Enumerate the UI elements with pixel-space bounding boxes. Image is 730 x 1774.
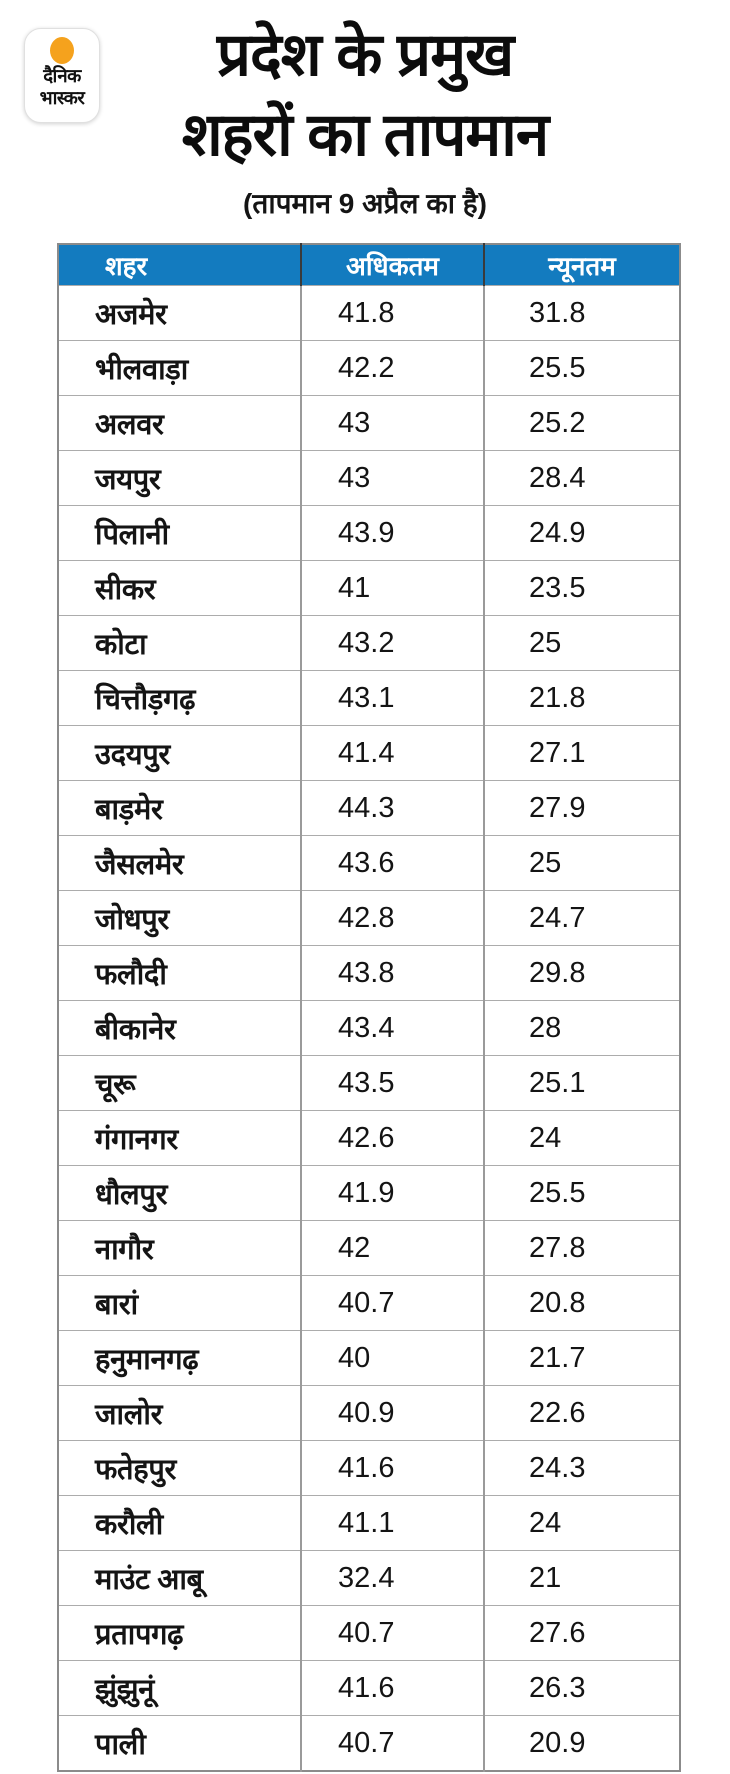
max-temp-cell: 44.3 bbox=[301, 781, 484, 836]
city-cell: धौलपुर bbox=[58, 1166, 301, 1221]
table-row bbox=[58, 1166, 680, 1221]
city-cell: हनुमानगढ़ bbox=[58, 1331, 301, 1386]
table-row bbox=[58, 1386, 680, 1441]
table-row bbox=[58, 396, 680, 451]
min-temp-cell: 25.5 bbox=[484, 1166, 680, 1221]
table-row bbox=[58, 341, 680, 396]
city-cell: चूरू bbox=[58, 1056, 301, 1111]
table-row bbox=[58, 1111, 680, 1166]
min-temp-cell: 25.1 bbox=[484, 1056, 680, 1111]
city-cell: नागौर bbox=[58, 1221, 301, 1276]
min-temp-cell: 20.9 bbox=[484, 1716, 680, 1772]
table-row bbox=[58, 1001, 680, 1056]
city-cell: जयपुर bbox=[58, 451, 301, 506]
page-title-line1: प्रदेश के प्रमुख bbox=[216, 21, 514, 88]
city-cell: पाली bbox=[58, 1716, 301, 1772]
city-cell: माउंट आबू bbox=[58, 1551, 301, 1606]
min-temp-cell: 27.6 bbox=[484, 1606, 680, 1661]
max-temp-cell: 40.7 bbox=[301, 1276, 484, 1331]
city-cell: उदयपुर bbox=[58, 726, 301, 781]
max-temp-cell: 43.1 bbox=[301, 671, 484, 726]
table-row bbox=[58, 1276, 680, 1331]
max-temp-cell: 41.1 bbox=[301, 1496, 484, 1551]
max-temp-cell: 43.6 bbox=[301, 836, 484, 891]
table-row bbox=[58, 726, 680, 781]
column-header-city: शहर bbox=[58, 244, 301, 286]
table-row bbox=[58, 1496, 680, 1551]
page-title-line2: शहरों का तापमान bbox=[181, 101, 549, 168]
max-temp-cell: 43.9 bbox=[301, 506, 484, 561]
table-row bbox=[58, 781, 680, 836]
min-temp-cell: 31.8 bbox=[484, 286, 680, 341]
max-temp-cell: 43.8 bbox=[301, 946, 484, 1001]
city-cell: झुंझुनूं bbox=[58, 1661, 301, 1716]
max-temp-cell: 40.9 bbox=[301, 1386, 484, 1441]
logo-text-line2: भास्कर bbox=[39, 87, 85, 108]
table-row bbox=[58, 451, 680, 506]
max-temp-cell: 43 bbox=[301, 396, 484, 451]
table-row bbox=[58, 946, 680, 1001]
city-cell: जोधपुर bbox=[58, 891, 301, 946]
max-temp-cell: 42.6 bbox=[301, 1111, 484, 1166]
table-body bbox=[58, 286, 680, 1772]
city-cell: फतेहपुर bbox=[58, 1441, 301, 1496]
logo-text-line1: दैनिक bbox=[43, 65, 81, 86]
city-cell: बाड़मेर bbox=[58, 781, 301, 836]
city-cell: जालोर bbox=[58, 1386, 301, 1441]
city-cell: बारां bbox=[58, 1276, 301, 1331]
max-temp-cell: 41.4 bbox=[301, 726, 484, 781]
table-header bbox=[58, 244, 680, 286]
min-temp-cell: 25 bbox=[484, 616, 680, 671]
table-row bbox=[58, 616, 680, 671]
min-temp-cell: 27.9 bbox=[484, 781, 680, 836]
min-temp-cell: 24.9 bbox=[484, 506, 680, 561]
city-cell: चित्तौड़गढ़ bbox=[58, 671, 301, 726]
header-row bbox=[58, 244, 680, 286]
max-temp-cell: 42 bbox=[301, 1221, 484, 1276]
max-temp-cell: 41.6 bbox=[301, 1441, 484, 1496]
max-temp-cell: 41.9 bbox=[301, 1166, 484, 1221]
table-row bbox=[58, 1661, 680, 1716]
max-temp-cell: 43.2 bbox=[301, 616, 484, 671]
max-temp-cell: 41.6 bbox=[301, 1661, 484, 1716]
table-row bbox=[58, 1331, 680, 1386]
min-temp-cell: 23.5 bbox=[484, 561, 680, 616]
table-row bbox=[58, 1441, 680, 1496]
city-cell: अलवर bbox=[58, 396, 301, 451]
column-header-min: न्यूनतम bbox=[484, 244, 680, 286]
max-temp-cell: 32.4 bbox=[301, 1551, 484, 1606]
city-cell: फलौदी bbox=[58, 946, 301, 1001]
max-temp-cell: 43.4 bbox=[301, 1001, 484, 1056]
city-cell: गंगानगर bbox=[58, 1111, 301, 1166]
city-cell: कोटा bbox=[58, 616, 301, 671]
table-row bbox=[58, 1716, 680, 1772]
min-temp-cell: 24.3 bbox=[484, 1441, 680, 1496]
min-temp-cell: 21 bbox=[484, 1551, 680, 1606]
table-row bbox=[58, 891, 680, 946]
min-temp-cell: 28 bbox=[484, 1001, 680, 1056]
city-cell: अजमेर bbox=[58, 286, 301, 341]
city-cell: प्रतापगढ़ bbox=[58, 1606, 301, 1661]
min-temp-cell: 21.8 bbox=[484, 671, 680, 726]
min-temp-cell: 24 bbox=[484, 1496, 680, 1551]
min-temp-cell: 25.2 bbox=[484, 396, 680, 451]
temperature-table bbox=[57, 243, 681, 1772]
city-cell: भीलवाड़ा bbox=[58, 341, 301, 396]
city-cell: जैसलमेर bbox=[58, 836, 301, 891]
min-temp-cell: 25.5 bbox=[484, 341, 680, 396]
column-header-max: अधिकतम bbox=[301, 244, 484, 286]
page-title bbox=[0, 15, 730, 175]
city-cell: बीकानेर bbox=[58, 1001, 301, 1056]
min-temp-cell: 20.8 bbox=[484, 1276, 680, 1331]
min-temp-cell: 25 bbox=[484, 836, 680, 891]
max-temp-cell: 43.5 bbox=[301, 1056, 484, 1111]
table-row bbox=[58, 671, 680, 726]
table-row bbox=[58, 1606, 680, 1661]
min-temp-cell: 24 bbox=[484, 1111, 680, 1166]
table-row bbox=[58, 561, 680, 616]
max-temp-cell: 42.8 bbox=[301, 891, 484, 946]
city-cell: सीकर bbox=[58, 561, 301, 616]
max-temp-cell: 43 bbox=[301, 451, 484, 506]
max-temp-cell: 41 bbox=[301, 561, 484, 616]
max-temp-cell: 40 bbox=[301, 1331, 484, 1386]
min-temp-cell: 24.7 bbox=[484, 891, 680, 946]
min-temp-cell: 21.7 bbox=[484, 1331, 680, 1386]
table-row bbox=[58, 1551, 680, 1606]
city-cell: पिलानी bbox=[58, 506, 301, 561]
table-row bbox=[58, 836, 680, 891]
subtitle: (तापमान 9 अप्रैल का है) bbox=[243, 188, 487, 219]
min-temp-cell: 28.4 bbox=[484, 451, 680, 506]
min-temp-cell: 22.6 bbox=[484, 1386, 680, 1441]
table-row bbox=[58, 1221, 680, 1276]
max-temp-cell: 40.7 bbox=[301, 1716, 484, 1772]
table-row bbox=[58, 506, 680, 561]
min-temp-cell: 26.3 bbox=[484, 1661, 680, 1716]
city-cell: करौली bbox=[58, 1496, 301, 1551]
min-temp-cell: 27.8 bbox=[484, 1221, 680, 1276]
table-row bbox=[58, 1056, 680, 1111]
max-temp-cell: 41.8 bbox=[301, 286, 484, 341]
min-temp-cell: 29.8 bbox=[484, 946, 680, 1001]
max-temp-cell: 40.7 bbox=[301, 1606, 484, 1661]
min-temp-cell: 27.1 bbox=[484, 726, 680, 781]
table-row bbox=[58, 286, 680, 341]
max-temp-cell: 42.2 bbox=[301, 341, 484, 396]
